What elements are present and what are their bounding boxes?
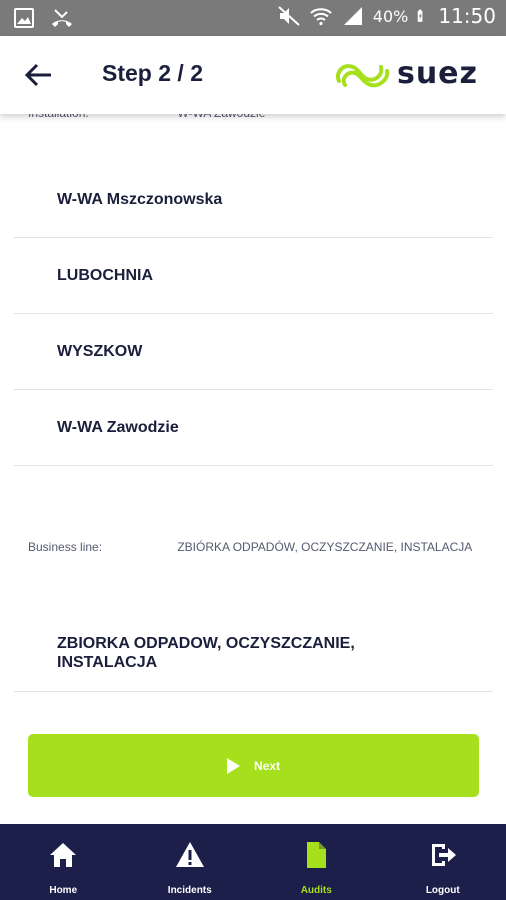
battery-charging-icon <box>416 4 430 28</box>
arrow-left-icon[interactable] <box>22 58 56 92</box>
status-bar <box>0 0 506 36</box>
wifi-icon <box>309 4 333 28</box>
list-item-label: ZBIORKA ODPADOW, OCZYSZCZANIE, INSTALACJA <box>57 634 355 671</box>
suez-logo-icon <box>333 57 393 91</box>
list-item-label: LUBOCHNIA <box>57 266 153 284</box>
list-item[interactable] <box>14 238 493 314</box>
business-line-summary <box>28 540 472 554</box>
logo-text: suez <box>396 56 478 91</box>
missed-call-icon <box>50 6 74 30</box>
list-item-label: W-WA Zawodzie <box>57 418 179 436</box>
suez-logo <box>333 56 478 91</box>
nav-label-home: Home <box>49 885 78 896</box>
battery-percentage: 40% <box>372 6 409 26</box>
warning-icon <box>175 840 205 870</box>
document-icon <box>301 840 331 870</box>
list-item-label: WYSZKOW <box>57 342 143 360</box>
nav-label-incidents: Incidents <box>167 885 212 896</box>
business-line-value: ZBIÓRKA ODPADÓW, OCZYSZCZANIE, INSTALACJA <box>177 540 473 554</box>
list-item[interactable] <box>14 314 493 390</box>
mute-icon <box>277 4 301 28</box>
play-icon <box>227 758 240 774</box>
next-button[interactable] <box>28 734 479 797</box>
list-item[interactable] <box>14 390 493 466</box>
business-line-label: Business line: <box>28 540 103 554</box>
clock: 11:50 <box>438 4 496 28</box>
nav-label-audits: Audits <box>300 885 332 896</box>
installation-list <box>14 162 493 466</box>
business-line-list <box>14 614 493 692</box>
home-icon <box>48 840 78 870</box>
logout-icon <box>428 840 458 870</box>
next-button-label: Next <box>253 758 280 773</box>
content-area[interactable] <box>0 114 506 824</box>
nav-item-incidents[interactable] <box>127 824 254 900</box>
signal-icon <box>341 4 365 28</box>
list-item-label: W-WA Mszczonowska <box>57 190 223 208</box>
gallery-icon <box>12 6 36 30</box>
nav-item-home[interactable] <box>0 824 127 900</box>
list-item[interactable] <box>14 162 493 238</box>
nav-label-logout: Logout <box>425 885 460 896</box>
nav-item-logout[interactable] <box>380 824 506 900</box>
bottom-navigation <box>0 824 506 900</box>
page-title: Step 2 / 2 <box>102 60 203 86</box>
app-header <box>0 36 506 114</box>
list-item[interactable] <box>14 614 493 692</box>
nav-item-audits[interactable] <box>253 824 380 900</box>
